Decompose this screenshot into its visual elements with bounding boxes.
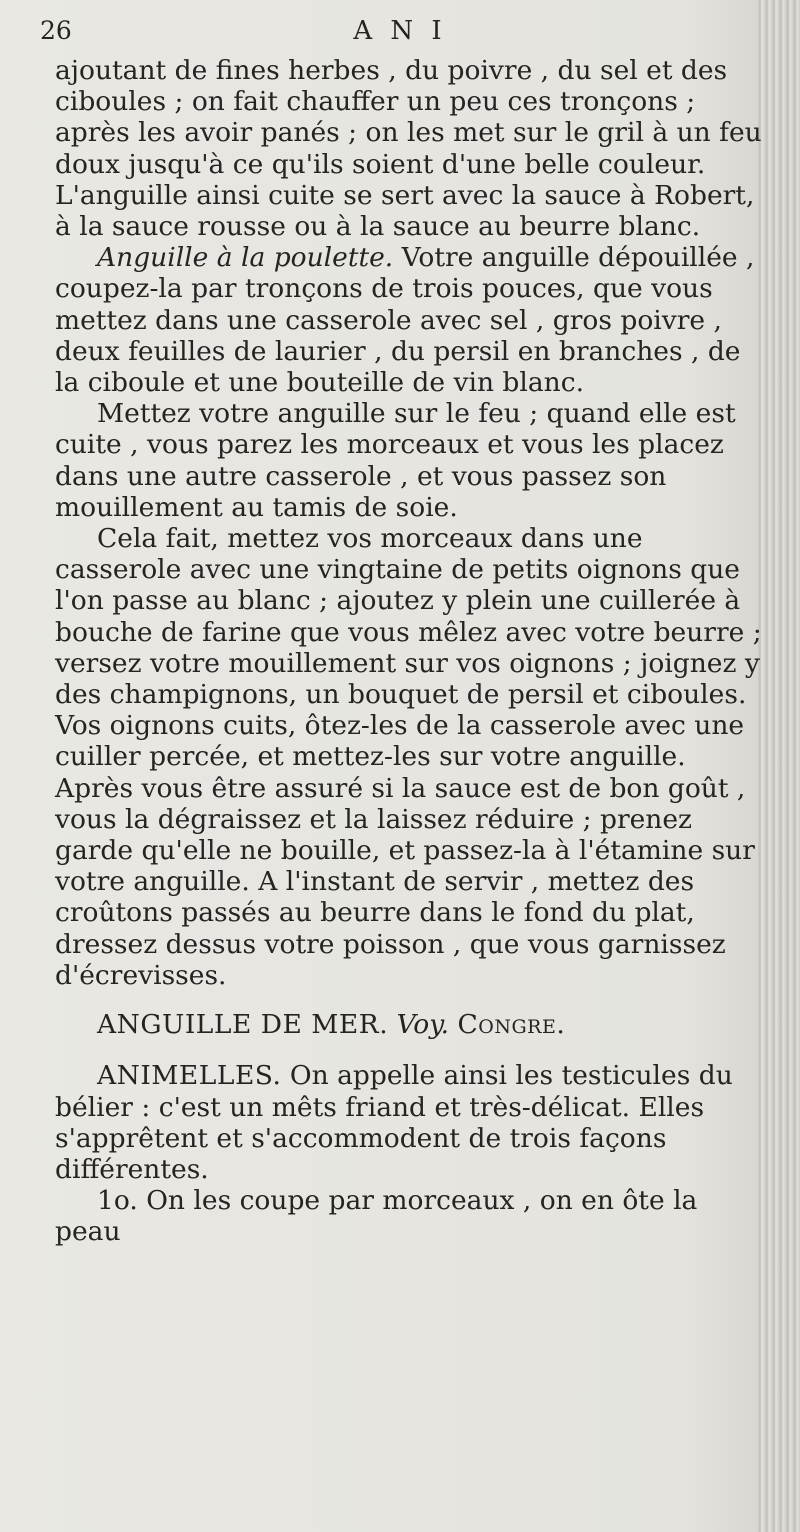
- page-number: 26: [40, 16, 72, 45]
- entry-animelles: [55, 1060, 770, 1185]
- spacer: [55, 991, 770, 1009]
- entry-animelles-item-1: 1o. On les coupe par morceaux , on en ôte la peau: [55, 1185, 698, 1248]
- entry-heading: ANGUILLE DE MER.: [97, 1009, 389, 1041]
- recipe-title: Anguille à la poulette.: [97, 242, 394, 274]
- paragraph-1: ajoutant de fines herbes , du poivre , du sel et des ciboules ; on fait chauffer un peu ces tronçons ; après les avoir panés ; on les met sur le gril à un feu doux jusqu'à ce qu'ils soient d'une belle couleur. L'anguille ainsi cuite se sert avec la sauce à Robert, à la sauce rousse ou à la sauce au beurre blanc.: [55, 55, 762, 243]
- paragraph-3: Mettez votre anguille sur le feu ; quand elle est cuite , vous parez les morceaux et vous les placez dans une autre casserole , et vous passez son mouillement au tamis de soie.: [55, 398, 736, 523]
- paragraph-anguille-poulette: [55, 242, 770, 398]
- body-text: [55, 55, 770, 1248]
- spacer: [55, 1040, 770, 1060]
- page-header: [40, 16, 760, 48]
- cross-reference-label: Voy.: [388, 1009, 458, 1041]
- recipe-text: Votre anguille dépouillée , coupez-la par tronçons de trois pouces, que vous mettez dans une casserole avec sel , gros poivre , deux feuilles de laurier , du persil en branches , de la ciboule et une bouteille de vin blanc.: [55, 242, 755, 399]
- entry-anguille-de-mer: [55, 1009, 770, 1040]
- entry-text: On appelle ainsi les testicules du bélier : c'est un mêts friand et très-délicat. Elles s'apprêtent et s'accommodent de trois façons différentes.: [55, 1060, 733, 1185]
- entry-heading: ANIMELLES.: [97, 1060, 282, 1092]
- cross-reference-target: Congre.: [457, 1009, 566, 1041]
- running-head: A N I: [353, 16, 447, 46]
- paragraph-4: Cela fait, mettez vos morceaux dans une casserole avec une vingtaine de petits oignons que l'on passe au blanc ; ajoutez y plein une cuillerée à bouche de farine que vous mêlez avec votre beurre ; versez votre mouillement sur vos oignons ; joignez y des champignons, un bouquet de persil et ciboules. Vos oignons cuits, ôtez-les de la casserole avec une cuiller percée, et mettez-les sur votre anguille. Après vous être assuré si la sauce est de bon goût , vous la dégraissez et la laissez réduire ; prenez garde qu'elle ne bouille, et passez-la à l'étamine sur votre anguille. A l'instant de servir , mettez des croûtons passés au beurre dans le fond du plat, dressez dessus votre poisson , que vous garnissez d'écrevisses.: [55, 523, 762, 991]
